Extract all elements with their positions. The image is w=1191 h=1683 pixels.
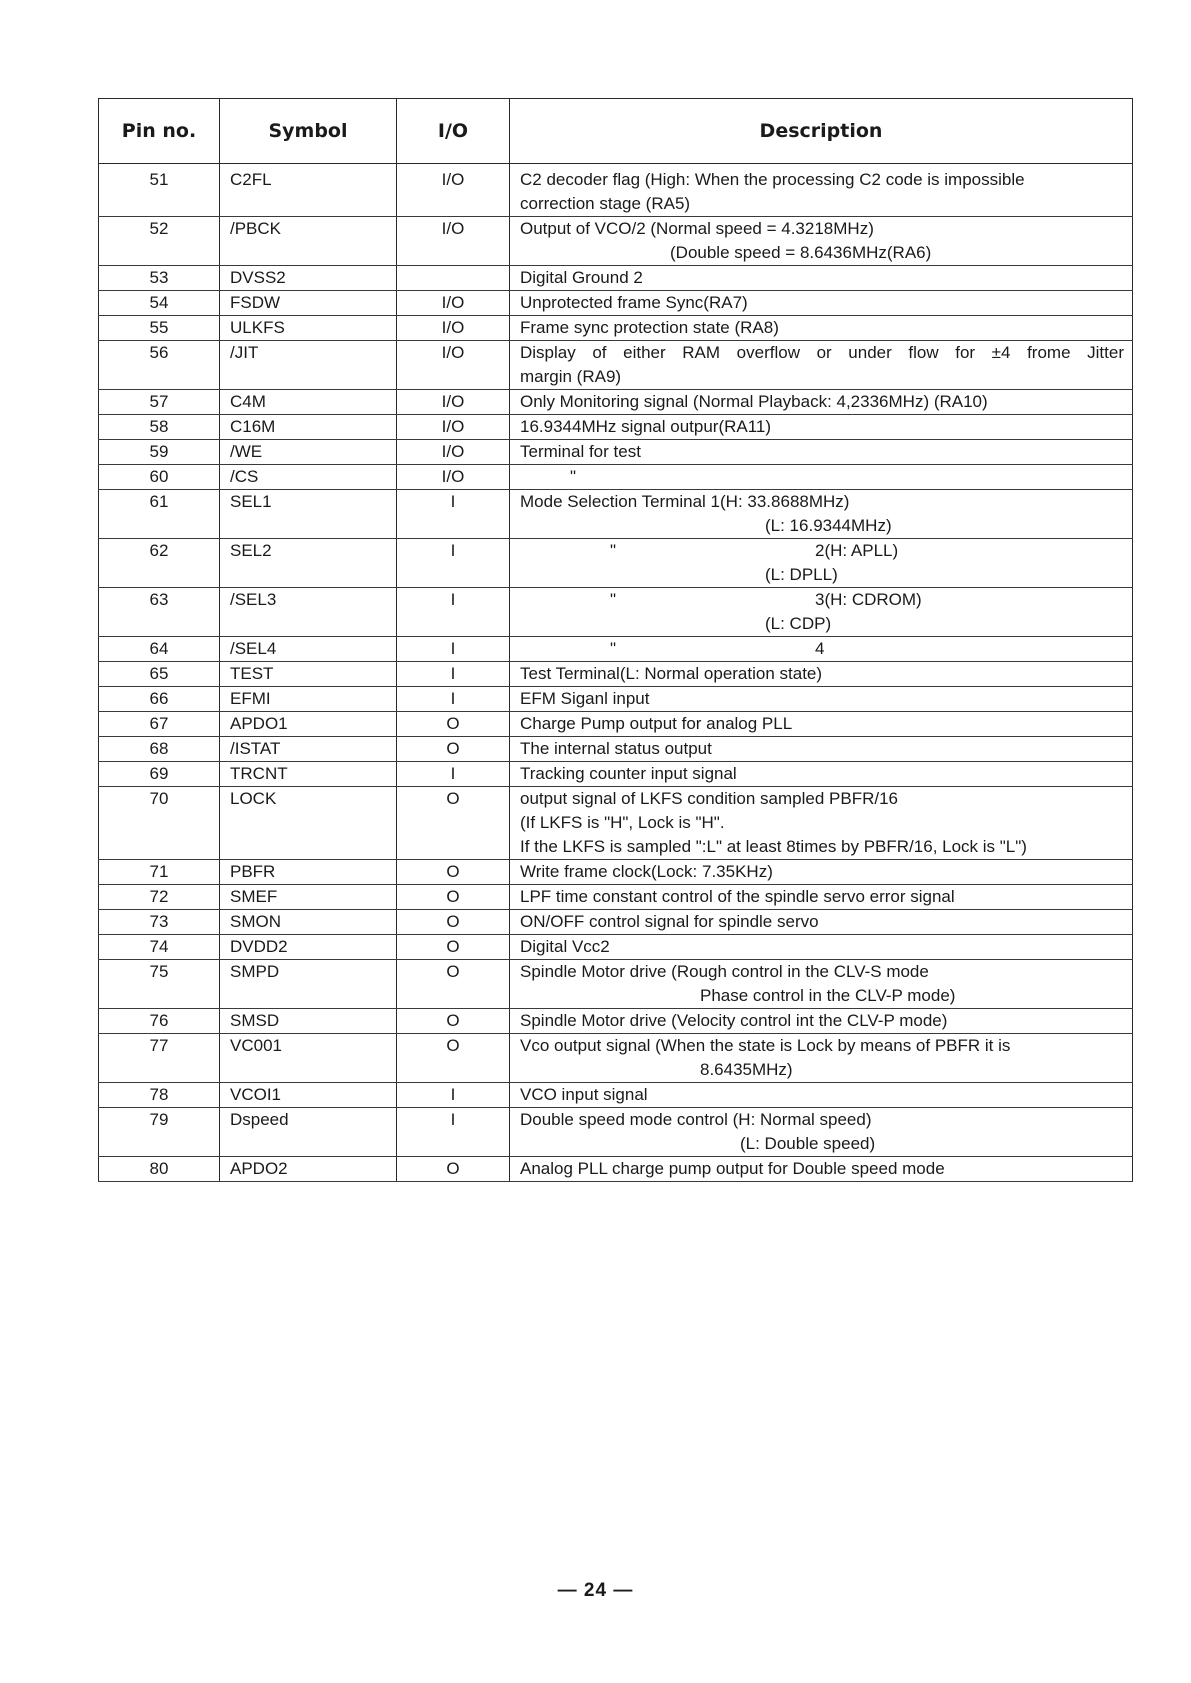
symbol-cell: SMON: [220, 910, 397, 935]
symbol-cell: ULKFS: [220, 316, 397, 341]
symbol-cell: /CS: [220, 465, 397, 490]
pin-description-table: [98, 98, 1133, 1182]
description-line: If the LKFS is sampled ":L" at least 8times by PBFR/16, Lock is "L"): [520, 837, 1027, 856]
table-row: [99, 490, 1133, 539]
description-cell: [510, 588, 1133, 637]
description-line: Only Monitoring signal (Normal Playback: 4,2336MHz) (RA10): [520, 392, 988, 411]
symbol-cell: VCOI1: [220, 1083, 397, 1108]
table-row: [99, 960, 1133, 1009]
header-io: I/O: [397, 99, 510, 164]
pin-number-cell: 78: [99, 1083, 220, 1108]
description-line: Double speed mode control (H: Normal speed): [520, 1110, 872, 1129]
io-cell: O: [397, 885, 510, 910]
description-cell: [510, 490, 1133, 539]
io-cell: I: [397, 637, 510, 662]
io-cell: I: [397, 687, 510, 712]
description-cell: [510, 960, 1133, 1009]
io-cell: I/O: [397, 164, 510, 217]
description-line: Tracking counter input signal: [520, 764, 737, 783]
symbol-cell: TEST: [220, 662, 397, 687]
table-row: [99, 440, 1133, 465]
pin-number-cell: 71: [99, 860, 220, 885]
header-description: Description: [510, 99, 1133, 164]
io-cell: I/O: [397, 415, 510, 440]
description-line: [520, 539, 1124, 563]
pin-number-cell: 65: [99, 662, 220, 687]
io-cell: O: [397, 1034, 510, 1083]
description-cell: [510, 687, 1133, 712]
symbol-cell: C2FL: [220, 164, 397, 217]
description-line: VCO input signal: [520, 1085, 648, 1104]
symbol-cell: PBFR: [220, 860, 397, 885]
io-cell: O: [397, 712, 510, 737]
io-cell: I/O: [397, 341, 510, 390]
pin-number-cell: 72: [99, 885, 220, 910]
table-row: [99, 1108, 1133, 1157]
header-pin-no: Pin no.: [99, 99, 220, 164]
io-cell: I: [397, 1108, 510, 1157]
table-row: [99, 291, 1133, 316]
description-line: Analog PLL charge pump output for Double speed mode: [520, 1159, 945, 1178]
description-line: ": [570, 467, 577, 486]
pin-number-cell: 69: [99, 762, 220, 787]
table-row: [99, 1157, 1133, 1182]
table-row: [99, 217, 1133, 266]
description-line: LPF time constant control of the spindle servo error signal: [520, 887, 955, 906]
io-cell: I: [397, 588, 510, 637]
symbol-cell: /SEL4: [220, 637, 397, 662]
table-row: [99, 1034, 1133, 1083]
table-row: [99, 266, 1133, 291]
description-cell: [510, 415, 1133, 440]
io-cell: I: [397, 490, 510, 539]
pin-number-cell: 52: [99, 217, 220, 266]
table-row: [99, 687, 1133, 712]
description-line: margin (RA9): [520, 367, 622, 386]
pin-number-cell: 64: [99, 637, 220, 662]
symbol-cell: TRCNT: [220, 762, 397, 787]
pin-number-cell: 55: [99, 316, 220, 341]
description-cell: [510, 860, 1133, 885]
description-cell: [510, 341, 1133, 390]
description-line: Unprotected frame Sync(RA7): [520, 293, 748, 312]
table-row: [99, 465, 1133, 490]
description-line: Output of VCO/2 (Normal speed = 4.3218MHz): [520, 219, 874, 238]
description-line: (Double speed = 8.6436MHz(RA6): [670, 243, 932, 262]
pin-number-cell: 59: [99, 440, 220, 465]
table-body: [99, 164, 1133, 1182]
table-row: [99, 390, 1133, 415]
symbol-cell: C16M: [220, 415, 397, 440]
io-cell: O: [397, 960, 510, 1009]
description-line: ON/OFF control signal for spindle servo: [520, 912, 819, 931]
io-cell: O: [397, 935, 510, 960]
pin-number-cell: 63: [99, 588, 220, 637]
io-cell: I: [397, 762, 510, 787]
io-cell: O: [397, 910, 510, 935]
pin-number-cell: 61: [99, 490, 220, 539]
description-cell: [510, 390, 1133, 415]
pin-number-cell: 70: [99, 787, 220, 860]
description-line: (L: CDP): [765, 614, 832, 633]
description-line: 8.6435MHz): [700, 1060, 793, 1079]
io-cell: O: [397, 1157, 510, 1182]
symbol-cell: FSDW: [220, 291, 397, 316]
description-cell: [510, 712, 1133, 737]
symbol-cell: LOCK: [220, 787, 397, 860]
description-cell: [510, 935, 1133, 960]
description-line: 16.9344MHz signal outpur(RA11): [520, 417, 772, 436]
description-line: Test Terminal(L: Normal operation state): [520, 664, 823, 683]
symbol-cell: /WE: [220, 440, 397, 465]
io-cell: I/O: [397, 316, 510, 341]
table-row: [99, 910, 1133, 935]
pin-number-cell: 53: [99, 266, 220, 291]
io-cell: I: [397, 662, 510, 687]
description-line: C2 decoder flag (High: When the processing C2 code is impossible: [520, 170, 1025, 189]
table-row: [99, 415, 1133, 440]
symbol-cell: /ISTAT: [220, 737, 397, 762]
description-line: (If LKFS is "H", Lock is "H".: [520, 813, 725, 832]
symbol-cell: EFMI: [220, 687, 397, 712]
symbol-cell: APDO2: [220, 1157, 397, 1182]
description-line: Vco output signal (When the state is Lock by means of PBFR it is: [520, 1036, 1011, 1055]
pin-number-cell: 77: [99, 1034, 220, 1083]
table-row: [99, 588, 1133, 637]
description-cell: [510, 440, 1133, 465]
table-row: [99, 860, 1133, 885]
pin-number-cell: 76: [99, 1009, 220, 1034]
description-cell: [510, 910, 1133, 935]
description-cell: [510, 217, 1133, 266]
symbol-cell: /SEL3: [220, 588, 397, 637]
io-cell: I/O: [397, 390, 510, 415]
ditto-mark: ": [610, 590, 617, 609]
table-row: [99, 637, 1133, 662]
description-cell: [510, 1034, 1133, 1083]
pin-number-cell: 51: [99, 164, 220, 217]
symbol-cell: SMEF: [220, 885, 397, 910]
io-cell: O: [397, 1009, 510, 1034]
symbol-cell: VC001: [220, 1034, 397, 1083]
symbol-cell: DVSS2: [220, 266, 397, 291]
description-line: Write frame clock(Lock: 7.35KHz): [520, 862, 773, 881]
io-cell: I/O: [397, 217, 510, 266]
description-line: [520, 637, 1124, 661]
pin-number-cell: 58: [99, 415, 220, 440]
io-cell: I/O: [397, 291, 510, 316]
table-row: [99, 164, 1133, 217]
table-row: [99, 1009, 1133, 1034]
table-row: [99, 1083, 1133, 1108]
description-cell: [510, 637, 1133, 662]
symbol-cell: SEL2: [220, 539, 397, 588]
table-row: [99, 737, 1133, 762]
description-line: Digital Vcc2: [520, 937, 610, 956]
io-cell: O: [397, 860, 510, 885]
page-number: — 24 —: [557, 1580, 634, 1601]
description-line: The internal status output: [520, 739, 712, 758]
ditto-mark: ": [610, 541, 617, 560]
pin-number-cell: 60: [99, 465, 220, 490]
symbol-cell: SMPD: [220, 960, 397, 1009]
description-line: (L: Double speed): [740, 1134, 876, 1153]
description-line: [520, 588, 1124, 612]
symbol-cell: /JIT: [220, 341, 397, 390]
description-line: Display of either RAM overflow or under flow for ±4 frome Jitter: [520, 343, 1124, 362]
table-row: [99, 885, 1133, 910]
pin-number-cell: 62: [99, 539, 220, 588]
description-line: (L: 16.9344MHz): [765, 516, 892, 535]
io-cell: I: [397, 539, 510, 588]
description-cell: [510, 291, 1133, 316]
io-cell: O: [397, 787, 510, 860]
description-cell: [510, 737, 1133, 762]
description-line: Mode Selection Terminal 1(H: 33.8688MHz): [520, 492, 850, 511]
table-row: [99, 762, 1133, 787]
pin-number-cell: 73: [99, 910, 220, 935]
description-cell: [510, 1083, 1133, 1108]
description-cell: [510, 1108, 1133, 1157]
pin-number-cell: 57: [99, 390, 220, 415]
description-cell: [510, 787, 1133, 860]
description-line: Spindle Motor drive (Velocity control int the CLV-P mode): [520, 1011, 948, 1030]
description-cell: [510, 465, 1133, 490]
io-cell: [397, 266, 510, 291]
table-row: [99, 787, 1133, 860]
table-row: [99, 316, 1133, 341]
io-cell: I/O: [397, 440, 510, 465]
description-line: Phase control in the CLV-P mode): [700, 986, 956, 1005]
description-cell: [510, 1009, 1133, 1034]
pin-number-cell: 66: [99, 687, 220, 712]
description-cell: [510, 316, 1133, 341]
description-cell: [510, 266, 1133, 291]
symbol-cell: DVDD2: [220, 935, 397, 960]
table-row: [99, 341, 1133, 390]
pin-number-cell: 75: [99, 960, 220, 1009]
ditto-mark: ": [610, 639, 617, 658]
description-cell: [510, 164, 1133, 217]
description-line: correction stage (RA5): [520, 194, 691, 213]
pin-number-cell: 54: [99, 291, 220, 316]
symbol-cell: C4M: [220, 390, 397, 415]
pin-number-cell: 79: [99, 1108, 220, 1157]
io-cell: I: [397, 1083, 510, 1108]
header-symbol: Symbol: [220, 99, 397, 164]
description-cell: [510, 885, 1133, 910]
pin-number-cell: 68: [99, 737, 220, 762]
description-cell: [510, 762, 1133, 787]
pin-number-cell: 80: [99, 1157, 220, 1182]
table-header-row: [99, 99, 1133, 164]
description-line: EFM Siganl input: [520, 689, 650, 708]
symbol-cell: SEL1: [220, 490, 397, 539]
description-line: (L: DPLL): [765, 565, 838, 584]
table-row: [99, 662, 1133, 687]
description-cell: [510, 1157, 1133, 1182]
pin-number-cell: 74: [99, 935, 220, 960]
io-cell: I/O: [397, 465, 510, 490]
description-line: Charge Pump output for analog PLL: [520, 714, 793, 733]
description-line: Spindle Motor drive (Rough control in the CLV-S mode: [520, 962, 929, 981]
symbol-cell: APDO1: [220, 712, 397, 737]
description-line: Digital Ground 2: [520, 268, 643, 287]
symbol-cell: /PBCK: [220, 217, 397, 266]
table-row: [99, 935, 1133, 960]
description-line: output signal of LKFS condition sampled PBFR/16: [520, 789, 898, 808]
description-subvalue: 3(H: CDROM): [815, 590, 922, 609]
description-cell: [510, 662, 1133, 687]
pin-number-cell: 56: [99, 341, 220, 390]
description-subvalue: 2(H: APLL): [815, 541, 899, 560]
symbol-cell: Dspeed: [220, 1108, 397, 1157]
description-subvalue: 4: [815, 639, 825, 658]
symbol-cell: SMSD: [220, 1009, 397, 1034]
description-cell: [510, 539, 1133, 588]
table-row: [99, 539, 1133, 588]
io-cell: O: [397, 737, 510, 762]
pin-number-cell: 67: [99, 712, 220, 737]
description-line: Terminal for test: [520, 442, 641, 461]
table-row: [99, 712, 1133, 737]
description-line: Frame sync protection state (RA8): [520, 318, 779, 337]
